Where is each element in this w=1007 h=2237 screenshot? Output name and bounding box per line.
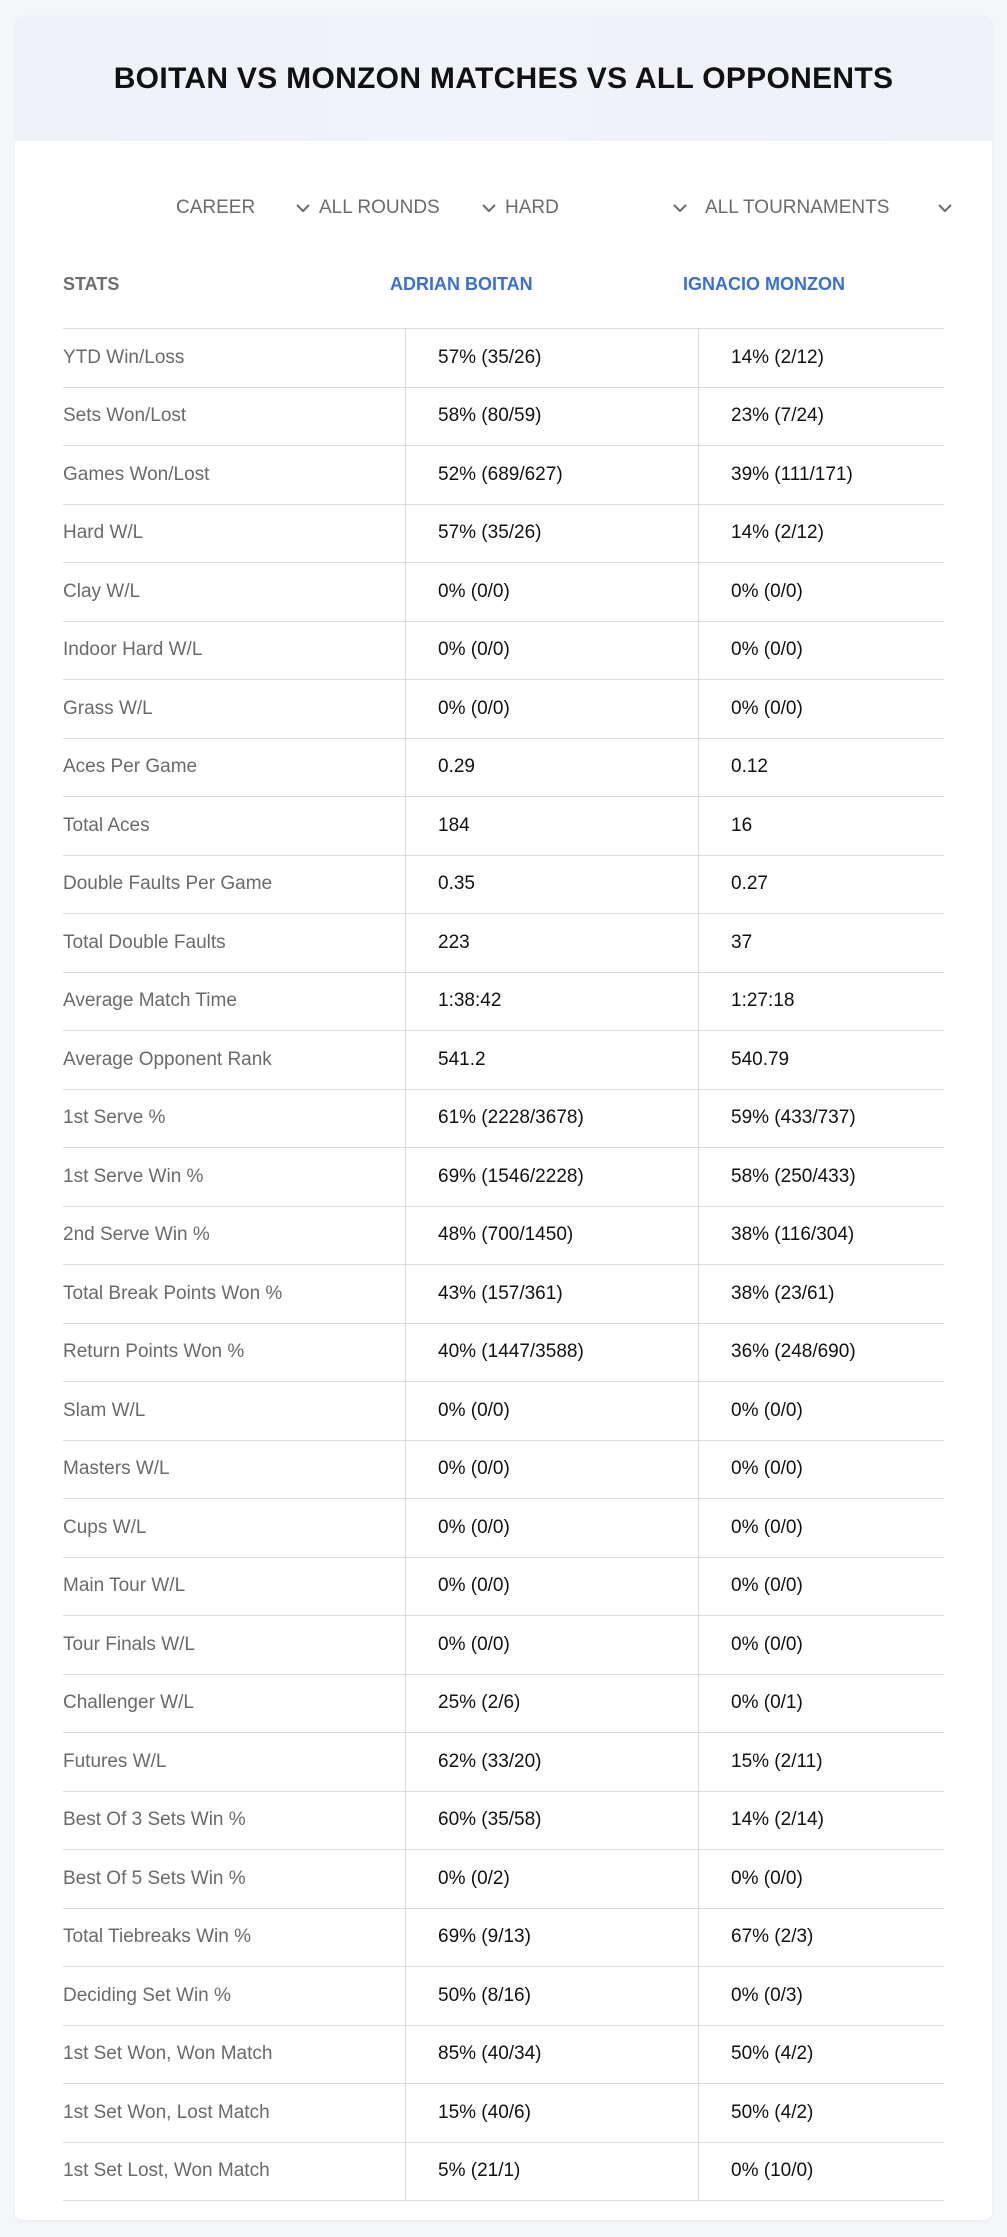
column-divider	[405, 329, 406, 387]
stat-label: 1st Serve Win %	[63, 1165, 204, 1187]
filter-bar	[15, 188, 992, 228]
player1-stat-value: 50% (8/16)	[438, 1984, 531, 2006]
column-divider	[405, 1909, 406, 1967]
player2-stat-value: 50% (4/2)	[731, 2101, 814, 2123]
player1-stat-value: 184	[438, 814, 470, 836]
player1-stat-value: 0.35	[438, 873, 475, 895]
table-row	[63, 1616, 944, 1675]
column-divider	[698, 1792, 699, 1850]
column-divider	[405, 739, 406, 797]
column-divider	[405, 1207, 406, 1265]
stats-table	[63, 254, 944, 2201]
player2-stat-value: 14% (2/12)	[731, 346, 824, 368]
table-row	[63, 1850, 944, 1909]
column-divider	[698, 388, 699, 446]
table-row	[63, 388, 944, 447]
table-row	[63, 1558, 944, 1617]
player2-stat-value: 39% (111/171)	[731, 463, 853, 485]
player2-stat-value: 38% (116/304)	[731, 1224, 855, 1246]
column-divider	[405, 797, 406, 855]
column-divider	[405, 973, 406, 1031]
table-row	[63, 739, 944, 798]
player2-stat-value: 0% (0/0)	[731, 1516, 803, 1538]
table-row	[63, 446, 944, 505]
table-row	[63, 2084, 944, 2143]
stat-label: Return Points Won %	[63, 1341, 245, 1363]
player2-stat-value: 540.79	[731, 1048, 790, 1070]
player1-stat-value: 223	[438, 931, 470, 953]
table-row	[63, 1148, 944, 1207]
player1-stat-value: 85% (40/34)	[438, 2043, 542, 2065]
stat-label: Sets Won/Lost	[63, 405, 187, 427]
player1-stat-value: 0% (0/0)	[438, 1575, 510, 1597]
stat-label: Total Break Points Won %	[63, 1282, 283, 1304]
stat-label: Tour Finals W/L	[63, 1633, 195, 1655]
table-row	[63, 329, 944, 388]
player1-stat-value: 0% (0/0)	[438, 639, 510, 661]
table-row	[63, 1207, 944, 1266]
column-divider	[698, 680, 699, 738]
column-divider	[698, 973, 699, 1031]
stat-label: Slam W/L	[63, 1399, 146, 1421]
player1-stat-value: 61% (2228/3678)	[438, 1107, 584, 1129]
table-row	[63, 1967, 944, 2026]
column-divider	[698, 505, 699, 563]
player1-stat-value: 0% (0/0)	[438, 697, 510, 719]
table-row	[63, 856, 944, 915]
stat-label: Average Match Time	[63, 990, 237, 1012]
page-header	[15, 16, 992, 141]
surface-filter-label: HARD	[505, 197, 559, 218]
column-divider	[405, 1675, 406, 1733]
table-row	[63, 1090, 944, 1149]
table-row	[63, 1733, 944, 1792]
table-row	[63, 973, 944, 1032]
player1-stat-value: 0% (0/0)	[438, 580, 510, 602]
table-row	[63, 1441, 944, 1500]
page-title: BOITAN VS MONZON MATCHES VS ALL OPPONENTS	[113, 61, 894, 95]
stat-label: 1st Serve %	[63, 1107, 166, 1129]
player2-stat-value: 0% (0/0)	[731, 580, 803, 602]
column-divider	[698, 622, 699, 680]
career-filter-dropdown[interactable]	[176, 188, 313, 228]
tournaments-filter-dropdown[interactable]	[705, 188, 955, 228]
column-divider	[698, 1499, 699, 1557]
chevron-down-icon	[935, 198, 955, 218]
chevron-down-icon	[479, 198, 499, 218]
table-row	[63, 2026, 944, 2085]
player1-stat-value: 57% (35/26)	[438, 522, 542, 544]
column-divider	[405, 622, 406, 680]
player1-stat-value: 0% (0/0)	[438, 1399, 510, 1421]
stat-label: Main Tour W/L	[63, 1575, 186, 1597]
stat-label: 1st Set Won, Lost Match	[63, 2101, 270, 2123]
column-divider	[698, 1207, 699, 1265]
player1-stat-value: 52% (689/627)	[438, 463, 563, 485]
player2-stat-value: 36% (248/690)	[731, 1341, 856, 1363]
column-divider	[405, 1967, 406, 2025]
table-row	[63, 1675, 944, 1734]
player2-stat-value: 67% (2/3)	[731, 1926, 814, 1948]
column-divider	[405, 1031, 406, 1089]
player2-stat-value: 38% (23/61)	[731, 1282, 835, 1304]
column-divider	[698, 1265, 699, 1323]
column-divider	[698, 563, 699, 621]
table-row	[63, 680, 944, 739]
column-divider	[698, 1090, 699, 1148]
stat-label: Double Faults Per Game	[63, 873, 273, 895]
player1-stat-value: 57% (35/26)	[438, 346, 542, 368]
player1-stat-value: 541.2	[438, 1048, 486, 1070]
column-divider	[405, 2084, 406, 2142]
player1-stat-value: 25% (2/6)	[438, 1692, 521, 1714]
stat-label: Games Won/Lost	[63, 463, 210, 485]
player2-stat-value: 14% (2/12)	[731, 522, 824, 544]
table-row	[63, 1792, 944, 1851]
column-divider	[405, 1850, 406, 1908]
column-divider	[698, 1441, 699, 1499]
stat-label: Cups W/L	[63, 1516, 147, 1538]
player2-stat-value: 0% (0/0)	[731, 639, 803, 661]
player2-stat-value: 23% (7/24)	[731, 405, 824, 427]
column-divider	[698, 1733, 699, 1791]
surface-filter-dropdown[interactable]	[505, 188, 690, 228]
table-row	[63, 1031, 944, 1090]
table-row	[63, 1265, 944, 1324]
column-divider	[405, 2143, 406, 2201]
table-row	[63, 797, 944, 856]
stat-label: 2nd Serve Win %	[63, 1224, 210, 1246]
player2-stat-value: 0.27	[731, 873, 768, 895]
player2-stat-value: 0% (0/0)	[731, 1399, 803, 1421]
column-divider	[405, 563, 406, 621]
player2-stat-value: 0% (0/0)	[731, 1867, 803, 1889]
player1-stat-value: 0.29	[438, 756, 475, 778]
player1-stat-value: 60% (35/58)	[438, 1809, 542, 1831]
player2-stat-value: 1:27:18	[731, 990, 795, 1012]
player1-stat-value: 0% (0/0)	[438, 1516, 510, 1538]
column-divider	[405, 1441, 406, 1499]
table-row	[63, 1382, 944, 1441]
table-row	[63, 622, 944, 681]
column-divider	[698, 1148, 699, 1206]
column-divider	[698, 446, 699, 504]
column-divider	[405, 1616, 406, 1674]
player2-stat-value: 0% (10/0)	[731, 2160, 814, 2182]
stat-label: Total Aces	[63, 814, 150, 836]
player1-stat-value: 69% (9/13)	[438, 1926, 531, 1948]
player1-stat-value: 0% (0/0)	[438, 1458, 510, 1480]
stats-column-header: STATS	[63, 274, 120, 294]
column-divider	[698, 1909, 699, 1967]
column-divider	[405, 1148, 406, 1206]
chevron-down-icon	[670, 198, 690, 218]
player2-stat-value: 0% (0/0)	[731, 1633, 803, 1655]
column-divider	[698, 797, 699, 855]
column-divider	[405, 680, 406, 738]
stat-label: Futures W/L	[63, 1750, 167, 1772]
stat-label: Deciding Set Win %	[63, 1984, 231, 2006]
player1-link[interactable]: ADRIAN BOITAN	[390, 274, 533, 294]
column-divider	[405, 1090, 406, 1148]
column-divider	[698, 1558, 699, 1616]
player1-stat-value: 0% (0/2)	[438, 1867, 510, 1889]
stat-label: Average Opponent Rank	[63, 1048, 272, 1070]
column-divider	[405, 1324, 406, 1382]
column-divider	[698, 914, 699, 972]
stat-label: Hard W/L	[63, 522, 144, 544]
stat-label: Total Tiebreaks Win %	[63, 1926, 251, 1948]
stat-label: 1st Set Won, Won Match	[63, 2043, 273, 2065]
stat-label: 1st Set Lost, Won Match	[63, 2160, 270, 2182]
career-filter-label: CAREER	[176, 197, 256, 218]
column-divider	[405, 505, 406, 563]
column-divider	[698, 2084, 699, 2142]
column-divider	[698, 329, 699, 387]
column-divider	[698, 1324, 699, 1382]
column-divider	[405, 1733, 406, 1791]
table-body	[63, 329, 944, 2201]
column-divider	[405, 856, 406, 914]
column-divider	[405, 1265, 406, 1323]
player2-stat-value: 0.12	[731, 756, 768, 778]
table-row	[63, 505, 944, 564]
player2-stat-value: 58% (250/433)	[731, 1165, 856, 1187]
column-divider	[698, 2143, 699, 2201]
column-divider	[405, 1792, 406, 1850]
player2-stat-value: 59% (433/737)	[731, 1107, 856, 1129]
player1-stat-value: 58% (80/59)	[438, 405, 542, 427]
column-divider	[698, 2026, 699, 2084]
tournaments-filter-label: ALL TOURNAMENTS	[705, 197, 890, 218]
column-divider	[698, 1031, 699, 1089]
stat-label: Best Of 3 Sets Win %	[63, 1809, 246, 1831]
stat-label: Grass W/L	[63, 697, 153, 719]
player2-stat-value: 16	[731, 814, 753, 836]
player1-stat-value: 5% (21/1)	[438, 2160, 521, 2182]
column-divider	[698, 739, 699, 797]
player1-stat-value: 15% (40/6)	[438, 2101, 531, 2123]
column-divider	[405, 1382, 406, 1440]
player1-stat-value: 48% (700/1450)	[438, 1224, 574, 1246]
player2-stat-value: 15% (2/11)	[731, 1750, 823, 1772]
column-divider	[405, 388, 406, 446]
table-header	[63, 254, 944, 329]
player2-stat-value: 0% (0/1)	[731, 1692, 803, 1714]
stat-label: Clay W/L	[63, 580, 141, 602]
player2-stat-value: 0% (0/0)	[731, 1575, 803, 1597]
column-divider	[405, 914, 406, 972]
column-divider	[698, 1675, 699, 1733]
rounds-filter-label: ALL ROUNDS	[319, 197, 440, 218]
player1-stat-value: 1:38:42	[438, 990, 502, 1012]
player2-stat-value: 37	[731, 931, 753, 953]
column-divider	[698, 1382, 699, 1440]
column-divider	[405, 1558, 406, 1616]
player1-stat-value: 0% (0/0)	[438, 1633, 510, 1655]
player1-stat-value: 40% (1447/3588)	[438, 1341, 584, 1363]
player2-stat-value: 0% (0/0)	[731, 697, 803, 719]
column-divider	[405, 2026, 406, 2084]
stats-card	[15, 16, 992, 2220]
stat-label: YTD Win/Loss	[63, 346, 185, 368]
table-row	[63, 1324, 944, 1383]
column-divider	[698, 856, 699, 914]
column-divider	[405, 446, 406, 504]
stat-label: Aces Per Game	[63, 756, 198, 778]
player2-stat-value: 14% (2/14)	[731, 1809, 824, 1831]
table-row	[63, 914, 944, 973]
stat-label: Best Of 5 Sets Win %	[63, 1867, 246, 1889]
table-row	[63, 563, 944, 622]
player1-stat-value: 43% (157/361)	[438, 1282, 563, 1304]
table-row	[63, 2143, 944, 2202]
stat-label: Total Double Faults	[63, 931, 226, 953]
player2-stat-value: 0% (0/3)	[731, 1984, 803, 2006]
stat-label: Masters W/L	[63, 1458, 170, 1480]
player1-stat-value: 62% (33/20)	[438, 1750, 542, 1772]
table-row	[63, 1499, 944, 1558]
chevron-down-icon	[293, 198, 313, 218]
stat-label: Challenger W/L	[63, 1692, 194, 1714]
column-divider	[698, 1850, 699, 1908]
column-divider	[698, 1616, 699, 1674]
column-divider	[698, 1967, 699, 2025]
player2-stat-value: 50% (4/2)	[731, 2043, 814, 2065]
table-row	[63, 1909, 944, 1968]
column-divider	[405, 1499, 406, 1557]
player1-stat-value: 69% (1546/2228)	[438, 1165, 584, 1187]
player2-stat-value: 0% (0/0)	[731, 1458, 803, 1480]
stat-label: Indoor Hard W/L	[63, 639, 203, 661]
rounds-filter-dropdown[interactable]	[319, 188, 499, 228]
player2-link[interactable]: IGNACIO MONZON	[683, 274, 845, 294]
